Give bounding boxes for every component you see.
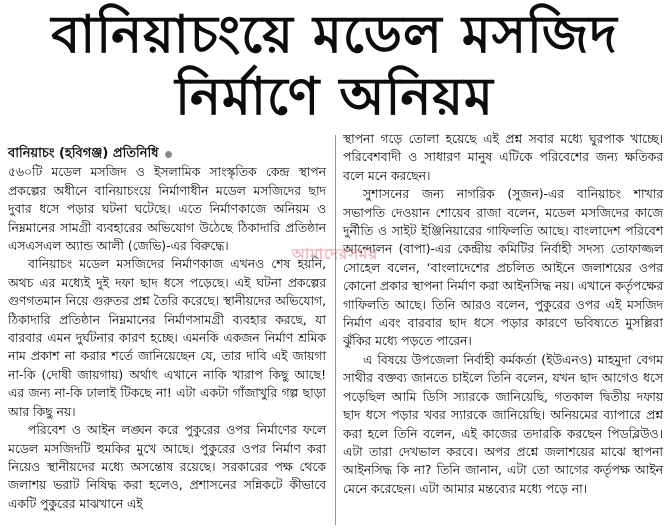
left-column	[8, 145, 326, 513]
paragraph: বানিয়াচং মডেল মসজিদের নির্মাণকাজ এখনও শেষ হয়নি, অথচ এর মধ্যেই দুই দফা ছাদ ধসে পড়েছে। এই ঘটনা প্রকল্পের গুণগতমান নিয়ে গুরুতর প্রশ্ন তৈরি করেছে। স্থানীয়দের অভিযোগ, ঠিকাদারি প্রতিষ্ঠান নিম্নমানের নির্মাণসামগ্রী ব্যবহার করছে, যা বারবার এমন দুর্ঘটনার কারণ হচ্ছে। এমনকি একজন নির্মাণ শ্রমিক নাম প্রকাশ না করার শর্তে জানিয়েছেন যে, তার দাবি এই জায়গা না-কি (দোষী জায়গায়) অর্থাৎ এখানে নাকি খারাপ কিছু আছে! এর জন্য না-কি ঢালাই টিকছে না! এটা একটা গাঁজাখুরি গল্প ছাড়া আর কিছু নয়।	[8, 257, 326, 419]
headline-line-2: নির্মাণে অনিয়ম	[175, 67, 494, 127]
watermark: আমাদেরসময়	[291, 245, 379, 263]
paragraph: স্থাপনা গড়ে তোলা হয়েছে এই প্রশ্ন সবার মধ্যে ঘুরপাক খাচ্ছে। পরিবেশবাদী ও সাধারণ মানুষ এটিকে পরিবেশের জন্য ক্ষতিকর বলে মনে করছেন।	[343, 132, 663, 183]
right-column	[343, 130, 663, 498]
column-divider	[335, 135, 336, 525]
paragraph: এ বিষয়ে উপজেলা নির্বাহী কর্মকর্তা (ইউএনও) মাহমুদা বেগম সাথীর বক্তব্য জানতে চাইলে তিনি বলেন, যখন ছাদ আগেও ধসে পড়েছিল আমি ডিসি স্যারকে জানিয়েছি, গতকাল দ্বিতীয় দফায় ছাদ ধসে পড়ার খবর স্যারকে জানিয়েছি। অনিয়মের ব্যাপারে প্রশ্ন করা হলে তিনি বলেন, এই কাজের তদারকি করছেন পিডব্লিউও। এটা তারা দেখভাল করবে। অপর প্রশ্নে জলাশয়ের মাঝে স্থাপনা আইনসিদ্ধ কি না? তিনি জানান, এটা তো আগের কর্তৃপক্ষ আইন মেনে করেছেন। এটা আমার মন্তব্যের মধ্যে পড়ে না।	[343, 352, 663, 496]
bullet-dot-icon	[165, 151, 172, 158]
byline	[8, 145, 326, 163]
headline-line-1: বানিয়াচংয়ে মডেল মসজিদ	[51, 5, 618, 65]
byline-text: বানিয়াচং (হবিগঞ্জ) প্রতিনিধি	[8, 146, 159, 161]
headline	[0, 4, 669, 128]
paragraph: সুশাসনের জন্য নাগরিক (সুজন)-এর বানিয়াচং শাখার সভাপতি দেওয়ান শোয়েব রাজা বলেন, মডেল মসজিদের কাজে দুর্নীতি ও সাইট ইঞ্জিনিয়ারের গাফিলতি আছে। বাংলাদেশ পরিবেশ আন্দোলন (বাপা)-এর কেন্দ্রীয় কমিটির নির্বাহী সদস্য তোফাজ্জল সোহেল বলেন, ‘বাংলাদেশের প্রচলিত আইনে জলাশয়ের ওপর কোনো প্রকার স্থাপনা নির্মাণ করা আইনসিদ্ধ নয়। এখানে কর্তৃপক্ষের গাফিলতি আছে। তিনি আরও বলেন, পুকুরের ওপর এই মসজিদ নির্মাণ এবং বারবার ছাদ ধসে পড়ার কারণে ভবিষ্যতে মুসল্লিরা ঝুঁকির মধ্যে পড়তে পারেন।	[343, 187, 663, 349]
paragraph: পরিবেশ ও আইন লঙ্ঘন করে পুকুরের ওপর নির্মাণের ফলে মডেল মসজিদটি হুমকির মুখে আছে। পুকুরের ওপর নির্মাণ করা নিয়েও স্থানীয়দের মধ্যে অসন্তোষ রয়েছে। সরকারের পক্ষ থেকে জলাশয় ভরাট নিষিদ্ধ করা হলেও, প্রশাসনের সন্নিকটে কীভাবে একটি পুকুরের মাঝখানে এই	[8, 423, 326, 511]
paragraph: ৫৬০টি মডেল মসজিদ ও ইসলামিক সাংস্কৃতিক কেন্দ্র স্থাপন প্রকল্পের অধীনে বানিয়াচংয়ে নির্মাণাধীন মডেল মসজিদের ছাদ দুবার ধসে পড়ার ঘটনা ঘটেছে। এতে নির্মাণকাজে অনিয়ম ও নিম্নমানের সামগ্রী ব্যবহারের অভিযোগ উঠেছে ঠিকাদারি প্রতিষ্ঠান এসএসএল অ্যান্ড আলী (জেভি)-এর বিরুদ্ধে।	[8, 165, 326, 254]
